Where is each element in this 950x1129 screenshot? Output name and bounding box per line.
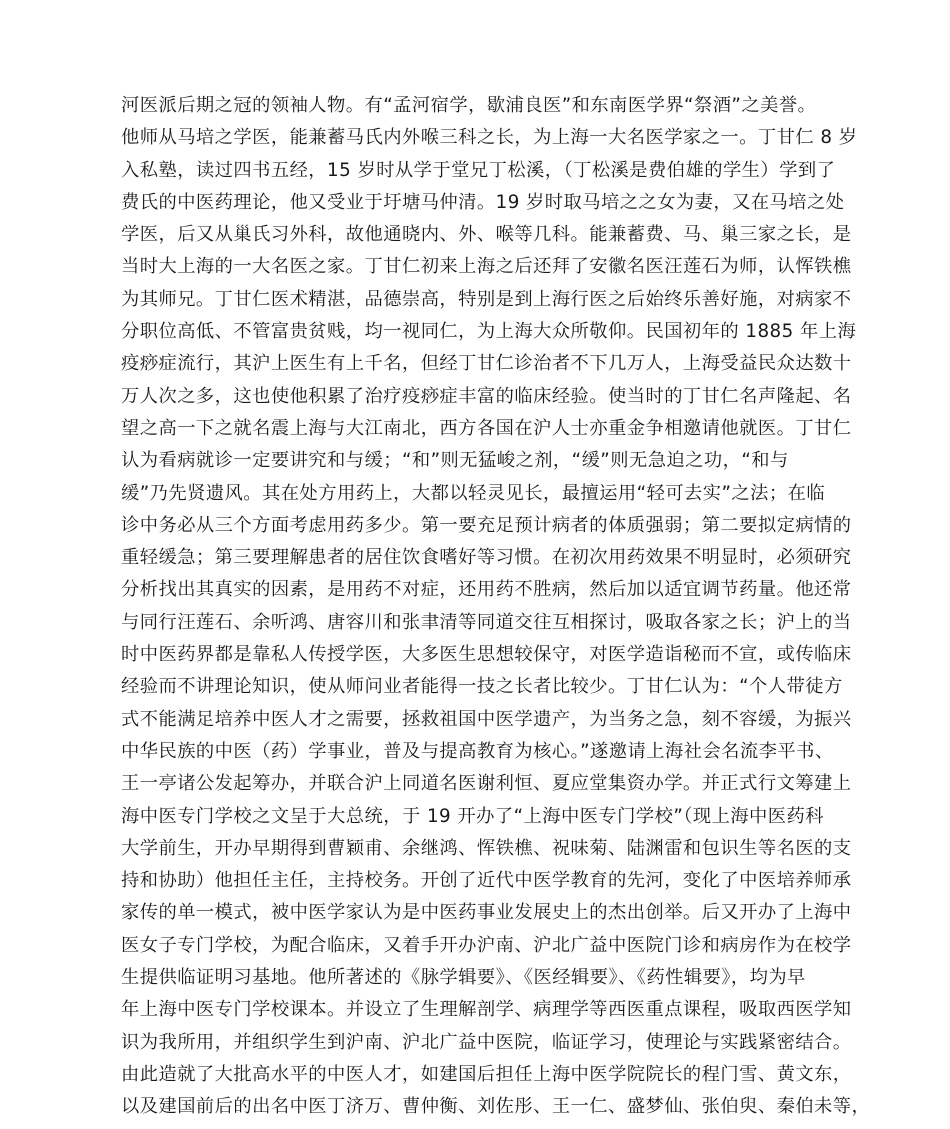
text-line: 持和协助）他担任主任，主持校务。开创了近代中医学教育的先河，变化了中医培养师承 xyxy=(121,870,852,892)
text-line: 大学前生，开办早期得到曹颖甫、余继鸿、恽铁樵、祝味菊、陆渊雷和包识生等名医的支 xyxy=(121,837,852,859)
text-line: 分职位高低、不管富贵贫贱，均一视同仁，为上海大众所敬仰。民国初年的 1885 年上海 xyxy=(121,321,857,343)
text-line: 他师从马培之学医，能兼蓄马氏内外喉三科之长，为上海一大名医学家之一。丁甘仁 8 岁 xyxy=(121,127,858,149)
text-line: 与同行汪莲石、余听鸿、唐容川和张聿清等同道交往互相探讨，吸取各家之长；沪上的当 xyxy=(121,611,852,633)
text-line: 海中医专门学校之文呈于大总统，于 19 开办了“上海中医专门学校”（现上海中医药科 xyxy=(121,805,824,827)
text-line: 入私塾，读过四书五经，15 岁时从学于堂兄丁松溪，（丁松溪是费伯雄的学生）学到了 xyxy=(121,159,836,181)
text-line: 家传的单一模式，被中医学家认为是中医药事业发展史上的杰出创举。后又开办了上海中 xyxy=(121,902,852,924)
text-line: 识为我所用，并组织学生到沪南、沪北广益中医院，临证学习，使理论与实践紧密结合。 xyxy=(121,1031,852,1053)
text-line: 缓”乃先贤遗风。其在处方用药上，大都以轻灵见长，最擅运用“轻可去实”之法；在临 xyxy=(121,482,826,504)
text-line: 生提供临证明习基地。他所著述的《脉学辑要》、《医经辑要》、《药性辑要》，均为早 xyxy=(121,967,806,989)
text-line: 式不能满足培养中医人才之需要，拯救祖国中医学遗产，为当务之急，刻不容缓，为振兴 xyxy=(121,708,852,730)
text-line: 认为看病就诊一定要讲究和与缓；“和”则无猛峻之剂，“缓”则无急迫之功，“和与 xyxy=(121,450,789,472)
text-line: 望之高一下之就名震上海与大江南北，西方各国在沪人士亦重金争相邀请他就医。丁甘仁 xyxy=(121,417,852,439)
text-line: 为其师兄。丁甘仁医术精湛，品德崇高，特别是到上海行医之后始终乐善好施，对病家不 xyxy=(121,288,852,310)
text-line: 万人次之多，这也使他积累了治疗疫痧症丰富的临床经验。使当时的丁甘仁名声隆起、名 xyxy=(121,385,852,407)
text-line: 重轻缓急；第三要理解患者的居住饮食嗜好等习惯。在初次用药效果不明显时，必须研究 xyxy=(121,547,852,569)
text-line: 年上海中医专门学校课本。并设立了生理解剖学、病理学等西医重点课程，吸取西医学知 xyxy=(121,999,852,1021)
text-line: 河医派后期之冠的领袖人物。有“孟河宿学，歇浦良医”和东南医学界“祭酒”之美誉。 xyxy=(121,95,817,116)
text-line: 分析找出其真实的因素，是用药不对症，还用药不胜病，然后加以适宜调节药量。他还常 xyxy=(121,579,852,601)
text-line: 费氏的中医药理论，他又受业于圩塘马仲清。19 岁时取马培之之女为妻，又在马培之处 xyxy=(121,191,845,213)
text-line: 疫痧症流行，其沪上医生有上千名，但经丁甘仁诊治者不下几万人，上海受益民众达数十 xyxy=(121,353,852,375)
text-line: 学医，后又从巢氏习外科，故他通晓内、外、喉等几科。能兼蓄费、马、巢三家之长，是 xyxy=(121,224,852,246)
text-line: 诊中务必从三个方面考虑用药多少。第一要充足预计病者的体质强弱；第二要拟定病情的 xyxy=(121,514,852,536)
text-line: 当时大上海的一大名医之家。丁甘仁初来上海之后还拜了安徽名医汪莲石为师，认恽铁樵 xyxy=(121,256,852,278)
text-line: 医女子专门学校，为配合临床，又着手开办沪南、沪北广益中医院门诊和病房作为在校学 xyxy=(121,934,852,956)
text-line: 经验而不讲理论知识，使从师问业者能得一技之长者比较少。丁甘仁认为：“个人带徒方 xyxy=(121,676,843,698)
body-paragraph xyxy=(121,90,871,1124)
text-line: 以及建国前后的出名中医丁济万、曹仲衡、刘佐彤、王一仁、盛梦仙、张伯臾、秦伯未等， xyxy=(121,1096,871,1118)
text-line: 时中医药界都是靠私人传授学医，大多医生思想较保守，对医学造诣秘而不宣，或传临床 xyxy=(121,644,852,666)
text-line: 王一亭诸公发起筹办，并联合沪上同道名医谢利恒、夏应堂集资办学。并正式行文筹建上 xyxy=(121,773,852,795)
text-line: 由此造就了大批高水平的中医人才，如建国后担任上海中医学院院长的程门雪、黄文东， xyxy=(121,1063,852,1085)
text-line: 中华民族的中医（药）学事业，普及与提高教育为核心。”遂邀请上海社会名流李平书、 xyxy=(121,740,834,762)
